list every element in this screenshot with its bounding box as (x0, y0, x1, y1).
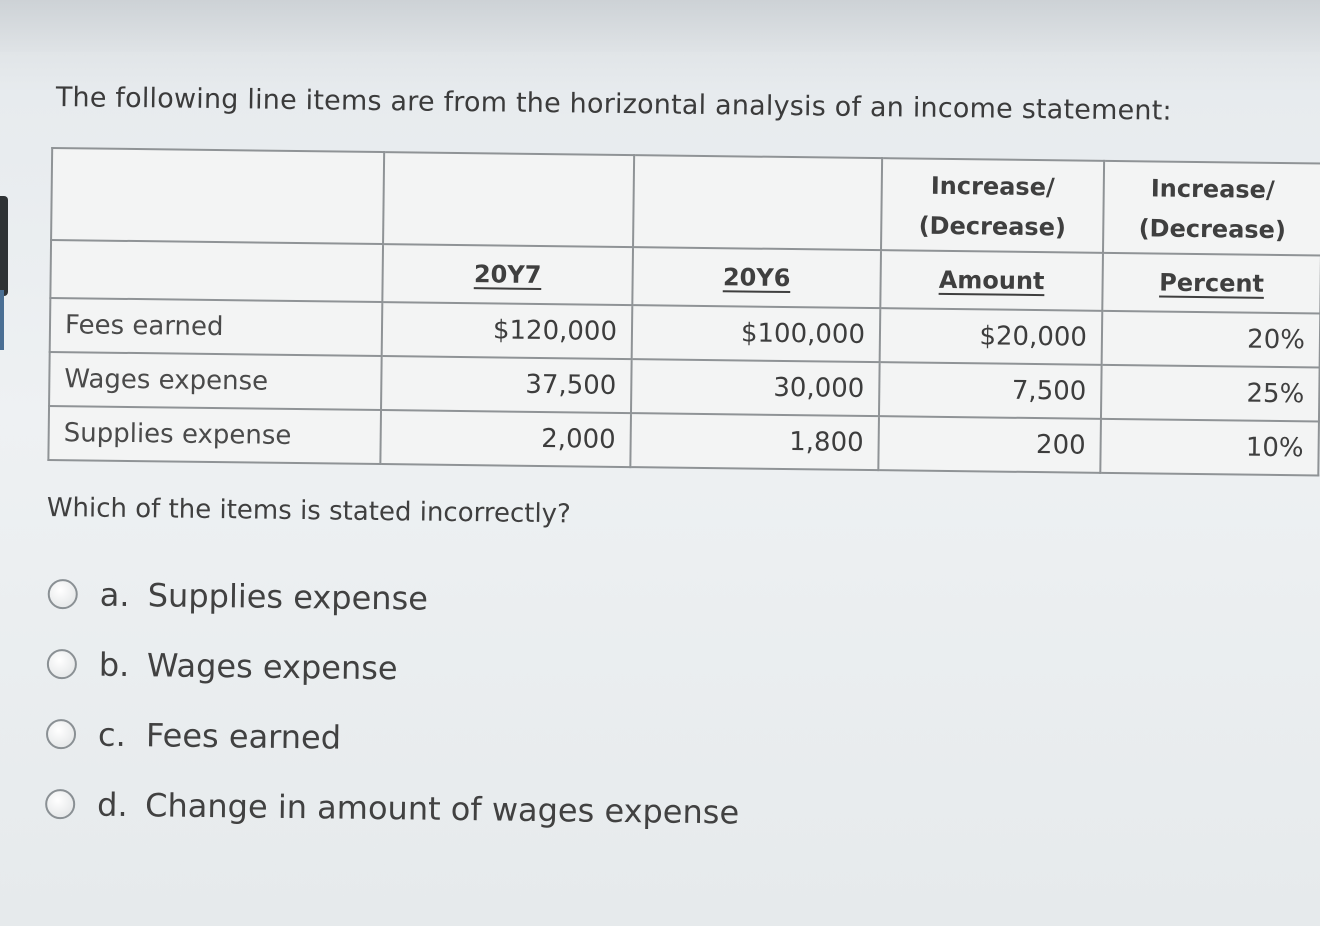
wages-expense-percent: 25% (1101, 365, 1320, 422)
horizontal-analysis-table (47, 147, 1320, 477)
row-label-supplies-expense: Supplies expense (48, 406, 381, 464)
fees-earned-amount: $20,000 (880, 308, 1103, 365)
page-top-band (0, 0, 1320, 52)
supplies-expense-20y6: 1,800 (630, 413, 879, 470)
row-label-wages-expense: Wages expense (49, 352, 382, 410)
header-20y7 (382, 244, 633, 305)
row-label-fees-earned: Fees earned (50, 298, 383, 356)
table-header-row-top (51, 148, 1320, 256)
wages-expense-20y7: 37,500 (381, 356, 632, 413)
header-top-20y7 (383, 152, 634, 247)
option-d[interactable] (45, 769, 1312, 854)
radio-button-icon[interactable] (45, 789, 75, 819)
header-top-20y6 (633, 155, 882, 250)
radio-button-icon[interactable] (48, 579, 78, 609)
option-text: Fees earned (145, 716, 342, 757)
fees-earned-20y7: $120,000 (382, 302, 633, 359)
radio-button-icon[interactable] (46, 719, 76, 749)
option-letter: c. (97, 715, 127, 754)
header-top-amount (881, 158, 1104, 253)
wages-expense-amount: 7,500 (879, 362, 1102, 419)
header-increase-decrease-amount: Increase/ (Decrease) (918, 171, 1067, 242)
supplies-expense-percent: 10% (1100, 419, 1319, 476)
header-20y6 (632, 247, 881, 308)
option-letter: a. (99, 575, 130, 614)
left-edge-accent (0, 290, 4, 350)
question-prompt: Which of the items is stated incorrectly? (46, 492, 572, 530)
supplies-expense-20y7: 2,000 (380, 410, 631, 467)
radio-button-icon[interactable] (47, 649, 77, 679)
header-top-percent (1103, 161, 1320, 256)
header-bottom-label (50, 240, 383, 302)
answer-options (45, 559, 1314, 854)
option-text: Wages expense (146, 646, 398, 688)
option-text: Change in amount of wages expense (144, 786, 740, 832)
fees-earned-20y6: $100,000 (632, 305, 881, 362)
header-amount (880, 250, 1103, 311)
wages-expense-20y6: 30,000 (631, 359, 880, 416)
header-top-label (51, 148, 384, 244)
header-increase-decrease-percent: Increase/ (Decrease) (1138, 174, 1287, 245)
supplies-expense-amount: 200 (878, 416, 1101, 473)
left-edge-tab (0, 196, 8, 296)
question-container (43, 82, 1320, 854)
fees-earned-percent: 20% (1102, 311, 1320, 368)
header-amount-text: Amount (938, 265, 1045, 296)
header-percent (1102, 253, 1320, 314)
option-letter: d. (96, 785, 128, 824)
option-text: Supplies expense (147, 576, 429, 618)
question-intro: The following line items are from the horizontal analysis of an income statement: (55, 82, 1172, 127)
header-20y6-text: 20Y6 (722, 263, 791, 293)
option-letter: b. (98, 645, 130, 684)
header-percent-text: Percent (1159, 268, 1265, 298)
header-20y7-text: 20Y7 (473, 260, 542, 289)
